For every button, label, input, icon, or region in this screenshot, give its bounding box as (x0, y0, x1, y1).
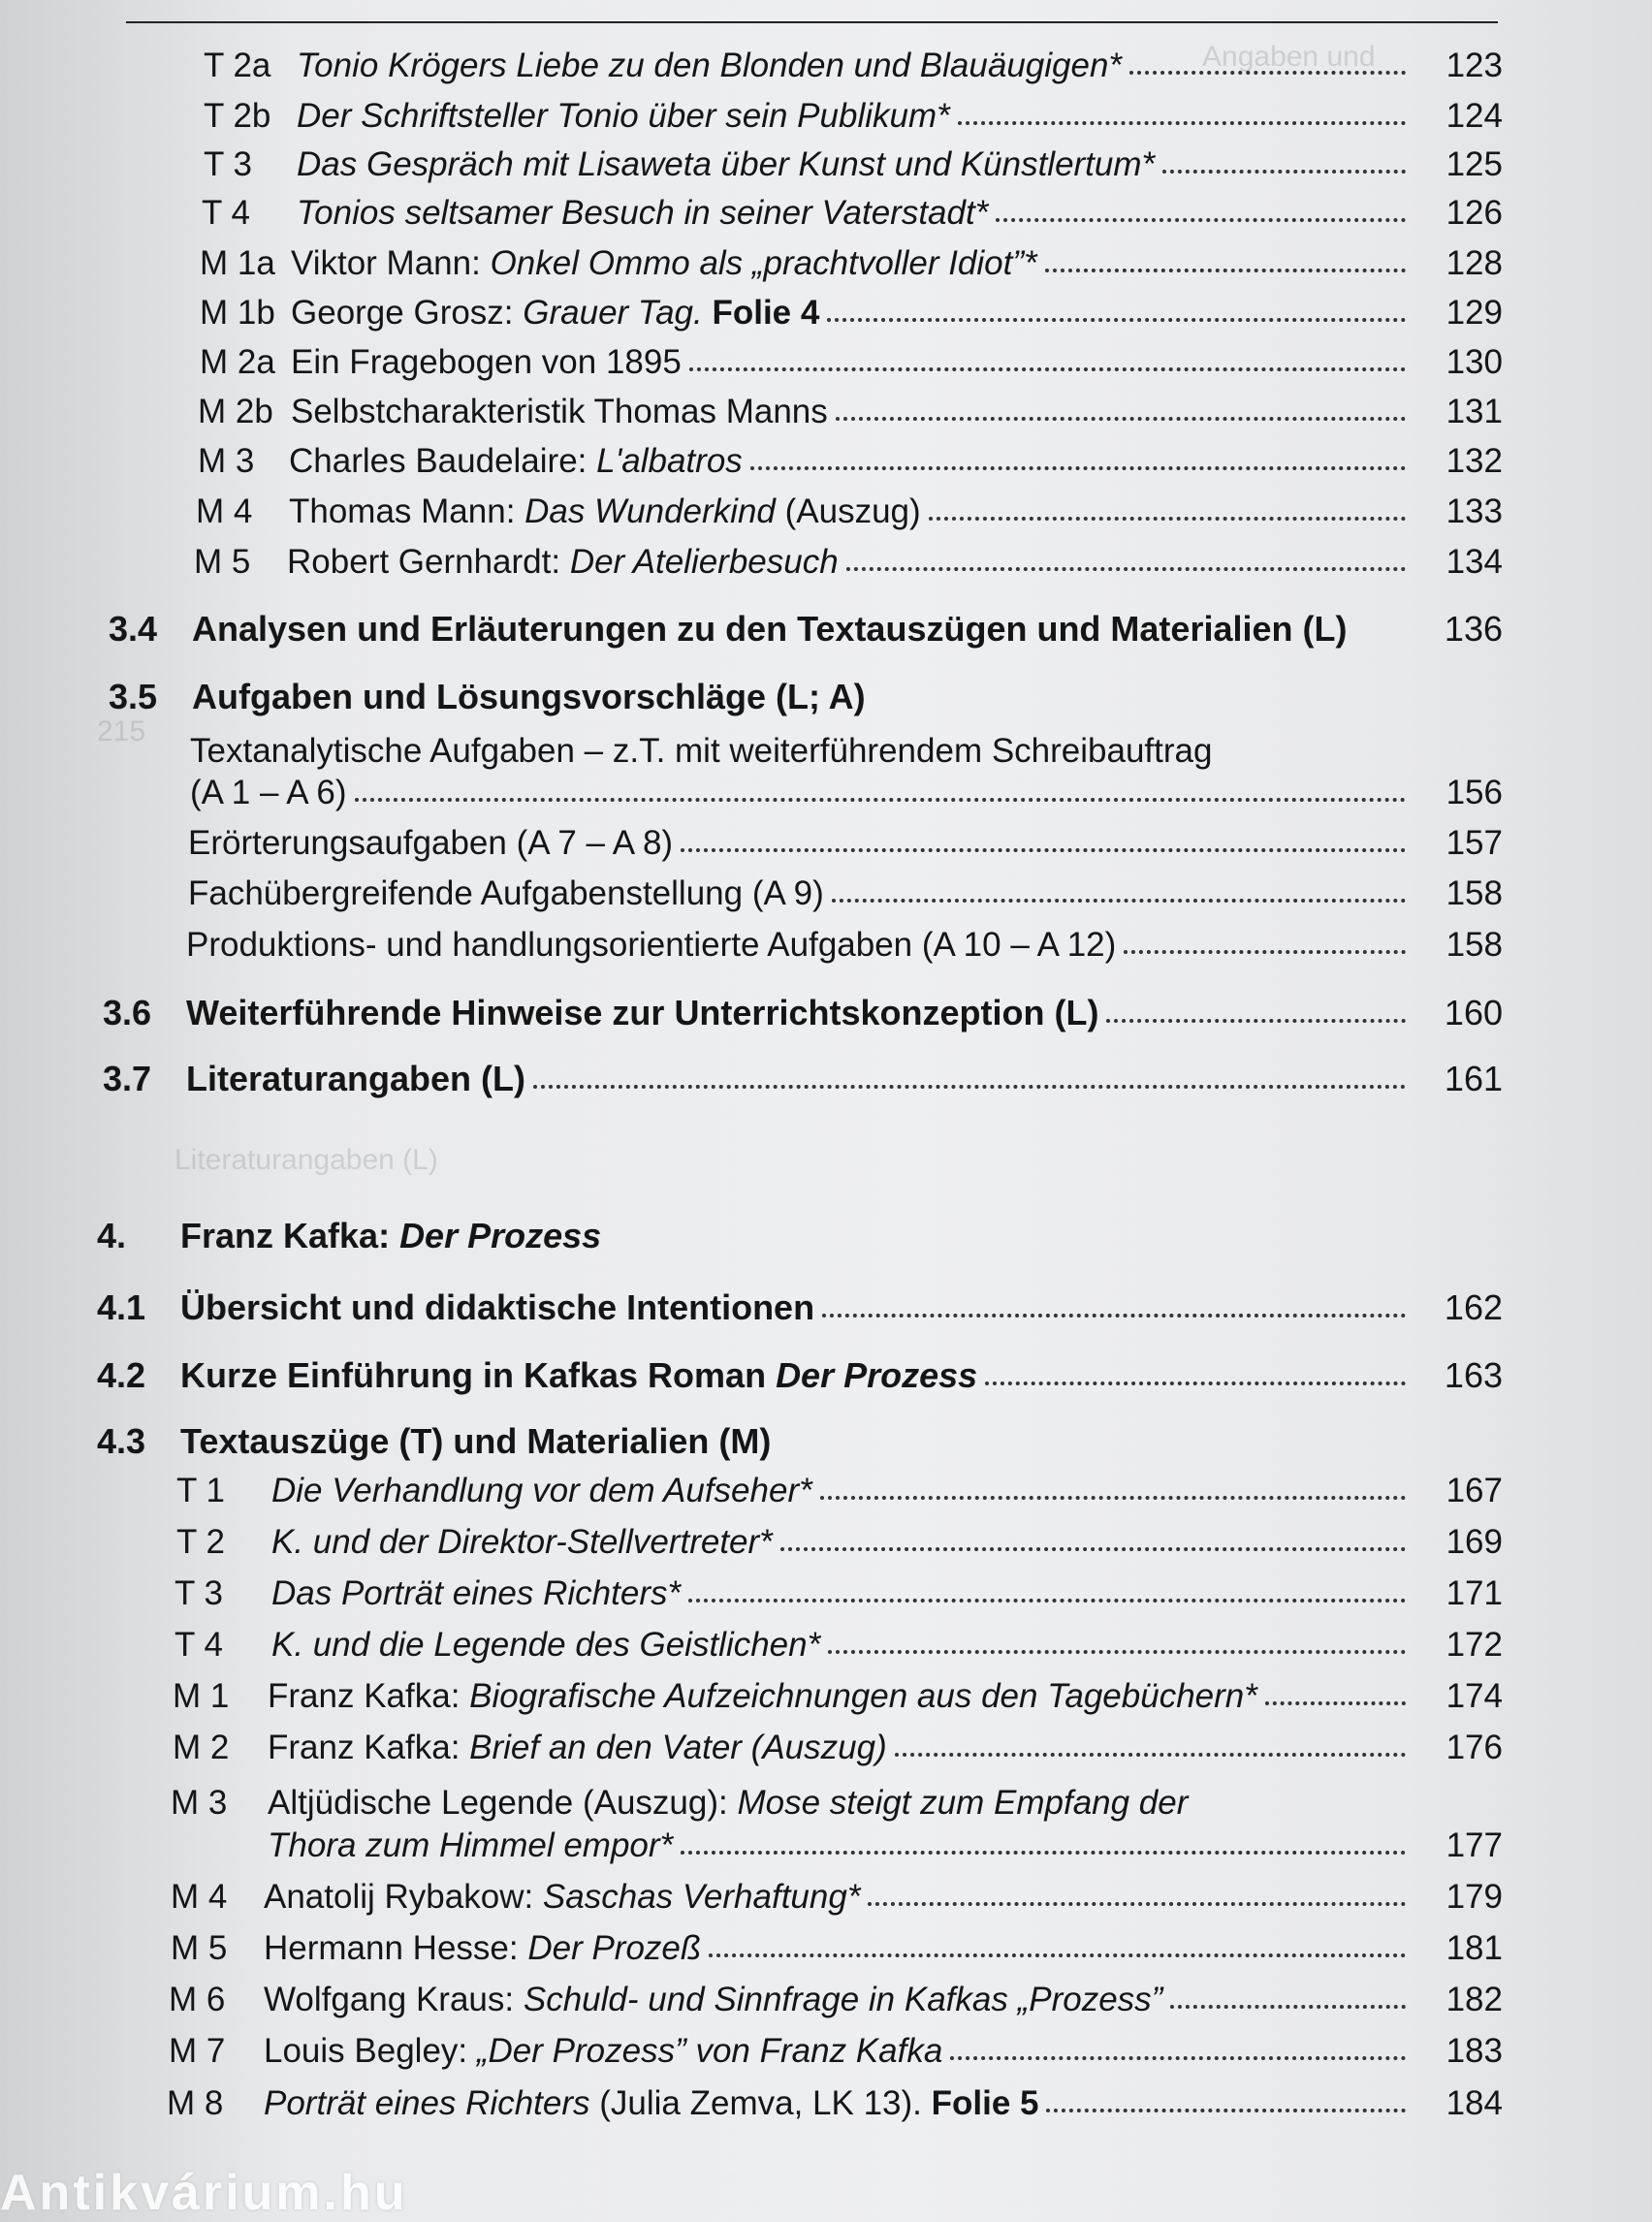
toc-chapter (97, 1216, 1503, 1256)
section-title-italic: Der Prozess (776, 1355, 978, 1395)
entry-code: T 4 (202, 194, 250, 232)
entry-title: Ein Fragebogen von 1895 (291, 343, 682, 381)
chapter-author: Franz Kafka: (180, 1216, 400, 1255)
page-number: 174 (1446, 1677, 1503, 1715)
entry-title: Produktions- und handlungsorientierte Aufgaben (A 10 – A 12) (186, 926, 1117, 964)
toc-entry (200, 294, 1503, 333)
entry-code: M 1 (173, 1677, 230, 1715)
toc-entry (176, 1523, 1503, 1562)
entry-title: Das Wunderkind (524, 492, 776, 530)
toc-entry (188, 874, 1503, 913)
toc-entry (190, 732, 1503, 771)
dot-leader (958, 117, 1406, 125)
entry-title-line2: Thora zum Himmel empor* (268, 1826, 674, 1864)
dot-leader (1170, 2001, 1406, 2009)
section-number: 4.1 (97, 1287, 146, 1327)
entry-code: T 3 (204, 145, 252, 183)
page-number: 176 (1446, 1729, 1503, 1766)
entry-code: M 2a (200, 343, 275, 381)
dot-leader (950, 2052, 1406, 2060)
toc-entry (198, 393, 1503, 431)
page-number: 167 (1446, 1472, 1503, 1509)
entry-title-line2: (A 1 – A 6) (190, 774, 347, 811)
entry-code: T 2 (176, 1523, 225, 1561)
entry-author: Altjüdische Legende (Auszug): (268, 1784, 738, 1822)
dot-leader (846, 563, 1406, 571)
dot-leader (709, 1950, 1406, 1957)
entry-author: Hermann Hesse: (264, 1929, 528, 1967)
toc-entry (175, 1574, 1503, 1613)
entry-title: Onkel Ommo als „prachtvoller Idiot”* (490, 244, 1037, 282)
toc-entry-continued (190, 774, 1503, 812)
section-title: Textauszüge (T) und Materialien (M) (180, 1421, 772, 1461)
section-number: 4.2 (97, 1355, 146, 1395)
page-number: 184 (1446, 2084, 1503, 2122)
page-number: 123 (1446, 47, 1503, 84)
entry-title: Selbstcharakteristik Thomas Manns (291, 393, 828, 430)
entry-code: M 2 (173, 1729, 230, 1766)
entry-note: (Julia Zemva, LK 13). (589, 2084, 932, 2122)
dot-leader (533, 1081, 1406, 1089)
page-number: 129 (1446, 294, 1503, 332)
page-number: 124 (1446, 97, 1503, 135)
page-number: 126 (1446, 194, 1503, 232)
dot-leader (1124, 946, 1406, 954)
entry-code: M 7 (169, 2032, 226, 2070)
dot-leader (689, 364, 1406, 371)
entry-code: T 3 (175, 1574, 223, 1612)
section-number: 3.7 (103, 1059, 152, 1098)
entry-code: M 2b (198, 393, 273, 430)
entry-author: Thomas Mann: (289, 492, 525, 530)
page-number: 163 (1444, 1355, 1503, 1395)
entry-author: Wolfgang Kraus: (264, 1981, 524, 2018)
entry-title: Der Schriftsteller Tonio über sein Publikum* (297, 97, 950, 135)
toc-entry (186, 926, 1503, 965)
section-number: 3.6 (103, 993, 152, 1032)
entry-title: Porträt eines Richters (264, 2084, 590, 2122)
entry-title: Biografische Aufzeichnungen aus den Tagebüchern* (469, 1677, 1257, 1715)
dot-leader (1265, 1698, 1406, 1705)
entry-title: Fachübergreifende Aufgabenstellung (A 9) (188, 874, 824, 912)
entry-title: Die Verhandlung vor dem Aufseher* (271, 1472, 812, 1509)
section-title: Übersicht und didaktische Intentionen (180, 1287, 815, 1327)
entry-author: Franz Kafka: (268, 1729, 470, 1766)
page-number: 169 (1446, 1523, 1503, 1561)
dot-leader (868, 1898, 1406, 1906)
toc-entry (194, 543, 1503, 582)
show-through-text: Angaben und (1202, 41, 1376, 73)
entry-code: M 3 (198, 442, 255, 480)
dot-leader (681, 844, 1406, 852)
entry-title: Erörterungsaufgaben (A 7 – A 8) (188, 824, 674, 862)
toc-entry (204, 97, 1503, 136)
toc-section (109, 677, 1503, 717)
chapter-title: Der Prozess (399, 1216, 602, 1255)
entry-title: Grauer Tag. (523, 294, 703, 332)
page-number: 179 (1446, 1878, 1503, 1916)
page-number: 162 (1444, 1287, 1503, 1327)
toc-entry (171, 1929, 1503, 1968)
entry-code: M 5 (171, 1929, 228, 1967)
section-title: Analysen und Erläuterungen zu den Textauszügen und Materialien (L) (192, 609, 1348, 649)
entry-author: Anatolij Rybakow: (264, 1878, 543, 1916)
entry-author: Robert Gernhardt: (287, 543, 570, 581)
entry-code: M 8 (167, 2084, 224, 2122)
toc-entry (167, 2084, 1503, 2123)
entry-code: M 6 (169, 1981, 226, 2018)
page-number: 161 (1444, 1059, 1503, 1098)
page-number: 171 (1446, 1574, 1503, 1612)
dot-leader (820, 1492, 1406, 1500)
entry-foil: Folie 5 (931, 2084, 1039, 2122)
entry-author: Louis Begley: (264, 2032, 477, 2070)
toc-entry (173, 1729, 1503, 1767)
chapter-number: 4. (97, 1216, 127, 1255)
dot-leader (750, 462, 1406, 470)
page-number: 177 (1446, 1826, 1503, 1864)
dot-leader (985, 1378, 1406, 1385)
entry-code: T 4 (175, 1626, 223, 1664)
section-title: Weiterführende Hinweise zur Unterrichtskonzeption (L) (186, 993, 1099, 1032)
dot-leader (780, 1543, 1406, 1551)
dot-leader (1106, 1015, 1406, 1023)
section-number: 3.4 (109, 609, 158, 649)
toc-entry (171, 1784, 1503, 1823)
toc-entry (176, 1472, 1503, 1510)
entry-title: Tonios seltsamer Besuch in seiner Vaterstadt* (297, 194, 989, 232)
entry-title: Schuld- und Sinnfrage in Kafkas „Prozess” (523, 1981, 1163, 2018)
toc-entry (188, 824, 1503, 863)
toc-entry (202, 194, 1503, 233)
dot-leader (688, 1595, 1406, 1603)
entry-author: Charles Baudelaire: (289, 442, 597, 480)
entry-title: K. und die Legende des Geistlichen* (271, 1626, 821, 1664)
section-number: 4.3 (97, 1421, 146, 1461)
watermark-logo: Antikvárium.hu (0, 2165, 408, 2221)
page-number: 160 (1444, 993, 1503, 1032)
entry-author: Franz Kafka: (268, 1677, 470, 1715)
page-number: 158 (1446, 874, 1503, 912)
page-number: 181 (1446, 1929, 1503, 1967)
page-number: 132 (1446, 442, 1503, 480)
section-title: Aufgaben und Lösungsvorschläge (L; A) (192, 677, 866, 716)
toc-entry (171, 1878, 1503, 1917)
entry-code: M 1b (200, 294, 275, 332)
page-number: 183 (1446, 2032, 1503, 2070)
dot-leader (828, 1646, 1406, 1654)
toc-entry (204, 47, 1503, 85)
page-number: 134 (1446, 543, 1503, 581)
toc-entry (198, 442, 1503, 481)
toc-entry (196, 492, 1503, 531)
dot-leader (355, 794, 1407, 802)
entry-code: M 1a (200, 244, 275, 282)
entry-title: „Der Prozess” von Franz Kafka (476, 2032, 943, 2070)
page-number: 128 (1446, 244, 1503, 282)
entry-title: Mose steigt zum Empfang der (737, 1784, 1189, 1822)
entry-title: L'albatros (596, 442, 743, 480)
toc-entry-continued (268, 1826, 1503, 1865)
entry-title: Saschas Verhaftung* (542, 1878, 861, 1916)
page-number: 182 (1446, 1981, 1503, 2018)
entry-title: K. und der Direktor-Stellvertreter* (271, 1523, 773, 1561)
dot-leader (822, 1310, 1406, 1317)
toc-section (103, 993, 1503, 1033)
dot-leader (827, 314, 1406, 322)
dot-leader (681, 1847, 1406, 1855)
toc-entry (169, 2032, 1503, 2071)
toc-entry (200, 244, 1503, 283)
page-number: 125 (1446, 145, 1503, 183)
dot-leader (1129, 67, 1406, 75)
toc-section (97, 1355, 1503, 1396)
entry-code: M 4 (196, 492, 253, 530)
toc-entry (175, 1626, 1503, 1665)
page-number: 172 (1446, 1626, 1503, 1664)
entry-title: Tonio Krögers Liebe zu den Blonden und Blauäugigen* (297, 47, 1123, 84)
entry-author: George Grosz: (291, 294, 524, 332)
toc-section (97, 1287, 1503, 1328)
dot-leader (832, 895, 1406, 903)
entry-title: Das Porträt eines Richters* (271, 1574, 682, 1612)
entry-title: Brief an den Vater (Auszug) (469, 1729, 887, 1766)
dot-leader (1354, 631, 1406, 639)
dot-leader (1162, 166, 1406, 174)
entry-code: T 1 (176, 1472, 225, 1509)
page-number: 131 (1446, 393, 1503, 430)
dot-leader (1045, 265, 1406, 272)
toc-entry (204, 145, 1503, 184)
dot-leader (996, 214, 1406, 222)
dot-leader (895, 1749, 1406, 1757)
toc-entry (173, 1677, 1503, 1716)
dot-leader (1046, 2105, 1406, 2112)
entry-code: T 2b (204, 97, 271, 135)
page-number: 156 (1446, 774, 1503, 811)
entry-title: Das Gespräch mit Lisaweta über Kunst und Künstlertum* (297, 145, 1156, 183)
section-title: Literaturangaben (L) (186, 1059, 526, 1098)
page-number: 157 (1446, 824, 1503, 862)
section-title: Kurze Einführung in Kafkas Roman (180, 1355, 777, 1395)
toc-section (97, 1421, 1503, 1462)
toc-entry (200, 343, 1503, 382)
entry-code: M 4 (171, 1878, 228, 1916)
toc-section (103, 1059, 1503, 1099)
entry-author: Viktor Mann: (291, 244, 491, 282)
toc-entry (169, 1981, 1503, 2019)
page-number: 130 (1446, 343, 1503, 381)
page-number: 136 (1444, 609, 1503, 649)
entry-title: Der Atelierbesuch (569, 543, 839, 581)
show-through-text: 215 (97, 715, 146, 747)
show-through-text: Literaturangaben (L) (175, 1144, 438, 1176)
entry-title: Der Prozeß (527, 1929, 702, 1967)
entry-code: M 5 (194, 543, 251, 581)
entry-foil: Folie 4 (702, 294, 820, 332)
toc-section (109, 609, 1503, 650)
entry-code: M 3 (171, 1784, 228, 1822)
entry-title: Textanalytische Aufgaben – z.T. mit weiterführendem Schreibauftrag (190, 732, 1213, 770)
entry-code: T 2a (204, 47, 271, 84)
dot-leader (929, 513, 1406, 521)
section-number: 3.5 (109, 677, 158, 716)
dot-leader (836, 413, 1406, 421)
page-number: 133 (1446, 492, 1503, 530)
entry-note: (Auszug) (775, 492, 921, 530)
page-number: 158 (1446, 926, 1503, 964)
